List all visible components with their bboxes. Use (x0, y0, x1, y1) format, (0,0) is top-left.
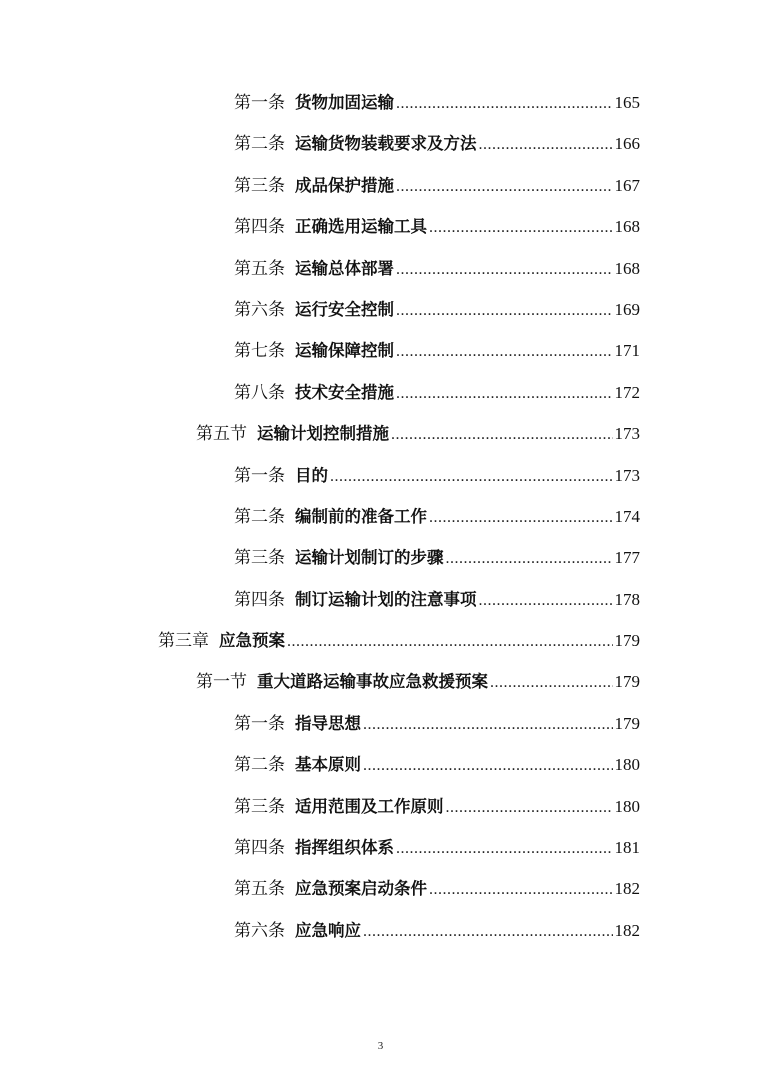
toc-entry-page: 172 (614, 382, 640, 402)
toc-entry-page: 182 (614, 879, 640, 899)
toc-entry-number: 第二条 (234, 134, 285, 155)
dot-leader (429, 881, 613, 899)
table-of-contents (0, 88, 761, 957)
toc-entry-page: 181 (614, 838, 640, 858)
dot-leader (363, 716, 613, 734)
toc-entry-number: 第一条 (234, 93, 285, 113)
toc-entry-page: 173 (614, 424, 640, 444)
toc-entry-title: 应急响应 (295, 920, 361, 940)
toc-entry-title: 运输总体部署 (295, 258, 394, 278)
dot-leader (391, 426, 613, 444)
toc-entry-title: 编制前的准备工作 (295, 506, 427, 526)
toc-entry[interactable] (0, 874, 761, 915)
toc-entry[interactable] (0, 336, 761, 377)
toc-entry[interactable] (0, 212, 761, 253)
toc-entry-title: 基本原则 (295, 755, 361, 775)
toc-entry-number: 第八条 (234, 382, 285, 403)
toc-entry-page: 169 (614, 299, 640, 319)
toc-entry-number: 第三章 (158, 631, 209, 652)
toc-entry[interactable] (0, 88, 761, 129)
toc-entry-title: 目的 (295, 465, 328, 485)
dot-leader (396, 178, 613, 196)
toc-entry-title: 运输计划控制措施 (257, 424, 389, 444)
toc-entry-number: 第六条 (234, 299, 285, 320)
toc-entry-page: 180 (614, 796, 640, 816)
toc-entry-number: 第五条 (234, 258, 285, 279)
dot-leader (490, 674, 613, 692)
toc-entry-number: 第一节 (196, 672, 247, 693)
dot-leader (363, 757, 613, 775)
toc-entry-page: 177 (614, 548, 640, 568)
toc-entry[interactable] (0, 833, 761, 874)
dot-leader (479, 592, 613, 610)
toc-entry[interactable] (0, 295, 761, 336)
toc-entry[interactable] (0, 171, 761, 212)
toc-entry-title: 运行安全控制 (295, 299, 394, 319)
dot-leader (396, 840, 613, 858)
toc-entry-number: 第三条 (234, 548, 285, 569)
toc-entry-page: 166 (614, 134, 640, 154)
toc-entry-title: 适用范围及工作原则 (295, 796, 444, 816)
toc-entry-number: 第七条 (234, 341, 285, 362)
toc-entry-number: 第四条 (234, 589, 285, 610)
toc-entry-number: 第五条 (234, 879, 285, 900)
toc-entry-page: 173 (614, 465, 640, 485)
dot-leader (396, 261, 613, 279)
toc-entry-section[interactable] (0, 667, 761, 708)
toc-entry-title: 运输货物装载要求及方法 (295, 134, 477, 154)
toc-entry-title: 货物加固运输 (295, 93, 394, 112)
toc-entry-title: 制订运输计划的注意事项 (295, 589, 477, 609)
toc-entry-page: 179 (614, 672, 640, 692)
toc-entry-number: 第五节 (196, 424, 247, 445)
toc-entry-title: 应急预案启动条件 (295, 879, 427, 899)
toc-entry[interactable] (0, 502, 761, 543)
toc-entry-page: 182 (614, 920, 640, 940)
dot-leader (429, 219, 613, 237)
toc-entry-number: 第一条 (234, 713, 285, 734)
toc-entry-title: 指挥组织体系 (295, 838, 394, 858)
toc-entry-title: 应急预案 (219, 631, 285, 651)
toc-entry-page: 171 (614, 341, 640, 361)
dot-leader (363, 923, 613, 941)
toc-entry-title: 指导思想 (295, 713, 361, 733)
dot-leader (429, 509, 613, 527)
dot-leader (396, 385, 613, 403)
toc-entry-section[interactable] (0, 419, 761, 460)
dot-leader (396, 95, 613, 113)
toc-entry[interactable] (0, 709, 761, 750)
toc-entry[interactable] (0, 585, 761, 626)
toc-entry-number: 第一条 (234, 465, 285, 486)
toc-entry-page: 179 (614, 713, 640, 733)
toc-entry[interactable] (0, 750, 761, 791)
toc-entry-page: 165 (614, 93, 640, 112)
toc-entry-number: 第二条 (234, 506, 285, 527)
toc-entry-page: 167 (614, 175, 640, 195)
toc-entry-page: 168 (614, 258, 640, 278)
toc-entry-page: 178 (614, 589, 640, 609)
toc-entry-number: 第三条 (234, 796, 285, 817)
toc-entry-page: 174 (614, 506, 640, 526)
toc-entry-number: 第四条 (234, 217, 285, 238)
toc-entry[interactable] (0, 378, 761, 419)
toc-entry-number: 第三条 (234, 175, 285, 196)
toc-entry-page: 179 (614, 631, 640, 651)
toc-entry[interactable] (0, 543, 761, 584)
toc-entry-chapter[interactable] (0, 626, 761, 667)
toc-entry-title: 成品保护措施 (295, 175, 394, 195)
dot-leader (287, 633, 613, 651)
dot-leader (330, 468, 613, 486)
toc-entry-title: 重大道路运输事故应急救援预案 (257, 672, 488, 692)
dot-leader (396, 343, 613, 361)
toc-entry[interactable] (0, 792, 761, 833)
toc-entry-page: 180 (614, 755, 640, 775)
toc-entry-title: 运输保障控制 (295, 341, 394, 361)
page-number: 3 (377, 1040, 384, 1052)
toc-entry[interactable] (0, 916, 761, 957)
toc-entry-title: 技术安全措施 (295, 382, 394, 402)
toc-entry[interactable] (0, 461, 761, 502)
dot-leader (446, 799, 613, 817)
toc-entry[interactable] (0, 129, 761, 170)
toc-entry-title: 正确选用运输工具 (295, 217, 427, 237)
toc-entry-number: 第二条 (234, 755, 285, 776)
toc-entry-number: 第六条 (234, 920, 285, 941)
dot-leader (396, 302, 613, 320)
dot-leader (479, 136, 613, 154)
toc-entry[interactable] (0, 254, 761, 295)
toc-entry-number: 第四条 (234, 838, 285, 859)
toc-entry-title: 运输计划制订的步骤 (295, 548, 444, 568)
toc-entry-page: 168 (614, 217, 640, 237)
dot-leader (446, 550, 613, 568)
